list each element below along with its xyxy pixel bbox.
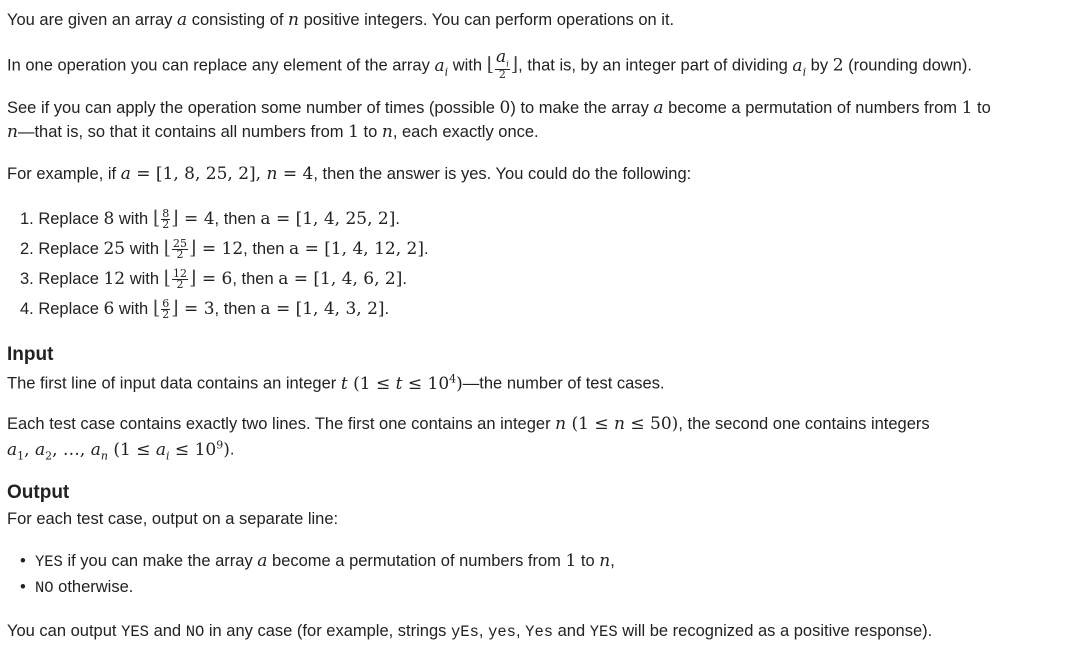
output-heading: Output	[7, 482, 70, 503]
input-line3: $a_1$, $a_2$, …, $a_n$ $(1 \le a_i \le 10^9)$.	[7, 438, 235, 463]
goal-paragraph-line2: n—that is, so that it contains all numbers from 1 to n, each exactly once.	[7, 122, 539, 142]
step-3: 3. Replace 12 with ⌊ $\frac{12}{2}$ ⌋ = 6, then a = [1, 4, 6, 2].	[20, 267, 407, 292]
output-line1: For each test case, output on a separate line:	[7, 510, 339, 528]
intro-paragraph: You are given an array a consisting of n positive integers. You can perform operations on it.	[7, 10, 675, 30]
goal-paragraph-line1: See if you can apply the operation some number of times (possible 0) to make the array a become a permutation of numbers from 1 to	[7, 98, 991, 118]
example-paragraph: For example, if a = [1, 8, 25, 2], n = 4, then the answer is yes. You could do the following:	[7, 164, 692, 184]
output-bullet-yes: • YES if you can make the array a become a permutation of numbers from 1 to n,	[20, 551, 615, 571]
input-heading: Input	[7, 344, 54, 365]
operation-paragraph: In one operation you can replace any element of the array $a_i$ with ⌊ $\frac{a_i}{2}$ ⌋, that is, by an integer part of dividing $a_i$ by 2 (rounding down).	[7, 47, 972, 82]
input-line2: Each test case contains exactly two lines. The first one contains an integer n (1 ≤ n ≤ 50), the second one contains integers	[7, 414, 930, 434]
output-case-note: You can output YES and NO in any case (for example, strings yEs, yes, Yes and YES will be recognized as a positive response).	[7, 622, 933, 641]
output-bullet-no: • NO otherwise.	[20, 578, 134, 597]
step-2: 2. Replace 25 with ⌊ $\frac{25}{2}$ ⌋ = 12, then a = [1, 4, 12, 2].	[20, 237, 429, 262]
input-line1: The first line of input data contains an integer t $(1 \le t \le 10^4)—the$ number of test cases.	[7, 372, 665, 394]
step-4: 4. Replace 6 with ⌊ $\frac{6}{2}$ ⌋ = 3, then a = [1, 4, 3, 2].	[20, 297, 390, 322]
step-1: 1. Replace 8 with ⌊ $\frac{8}{2}$ ⌋ = 4, then a = [1, 4, 25, 2].	[20, 207, 400, 232]
